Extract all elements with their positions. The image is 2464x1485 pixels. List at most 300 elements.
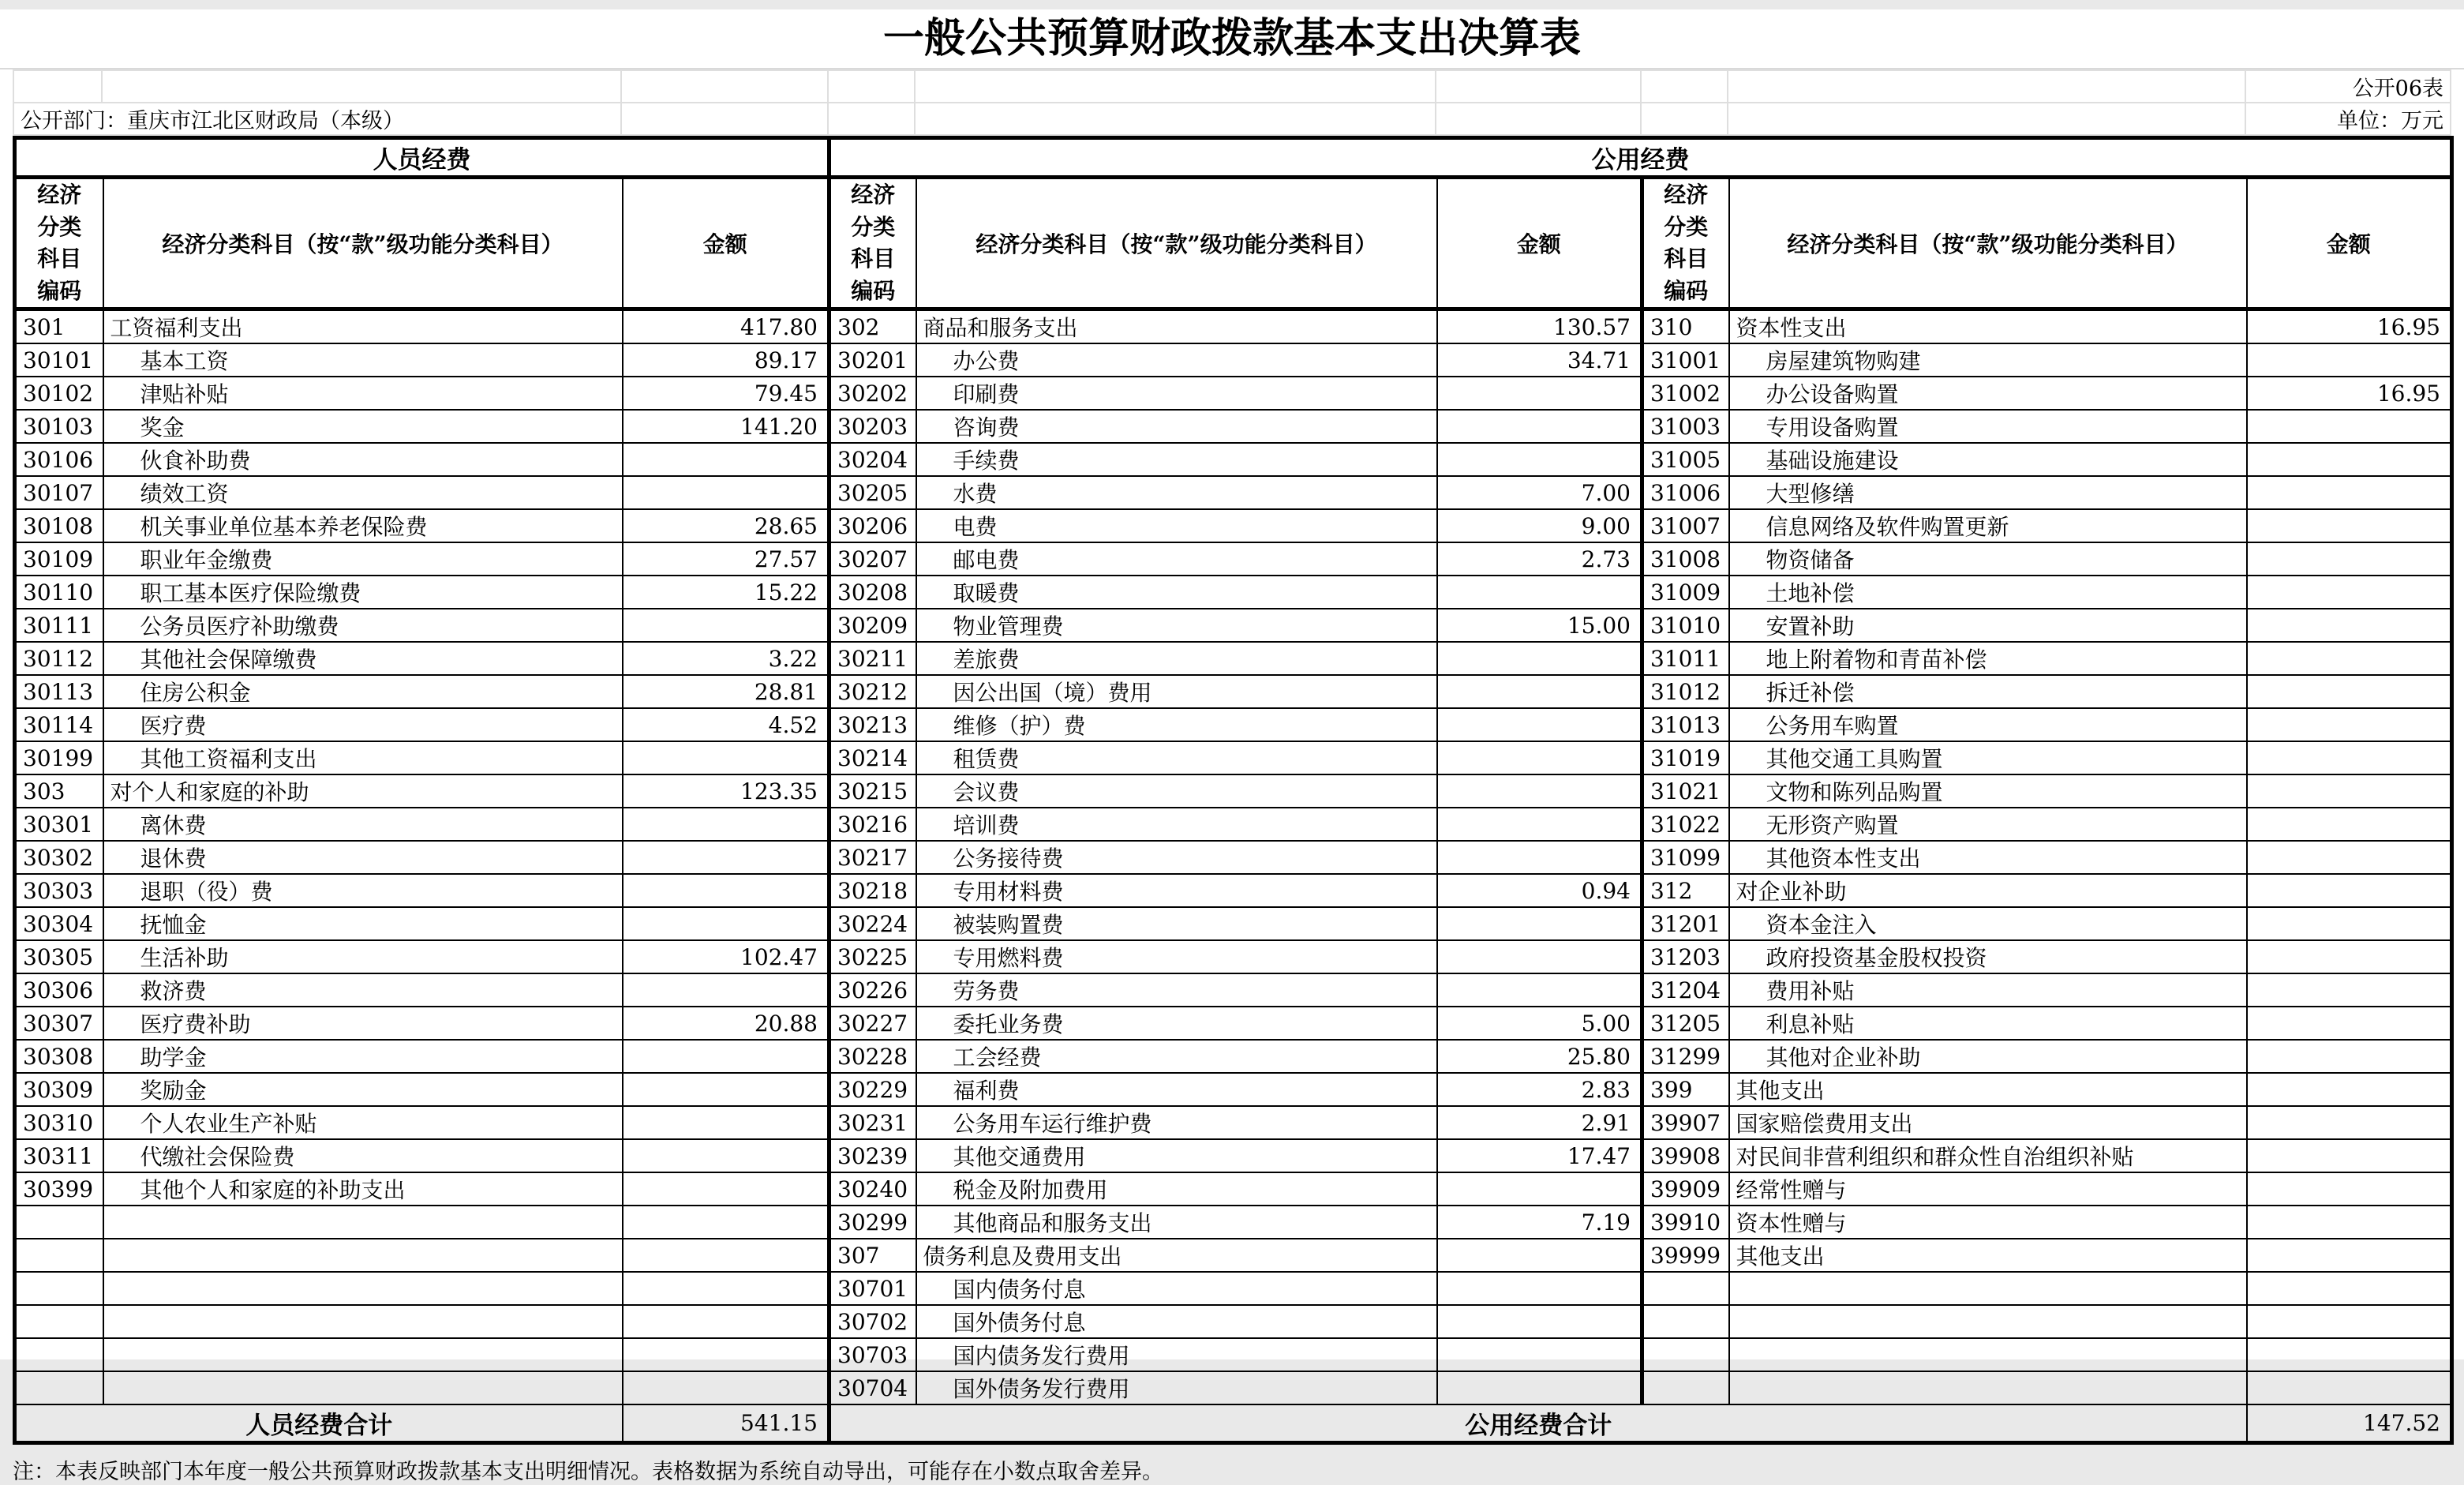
amount-cell: 123.35 — [623, 774, 829, 808]
subject-cell: 其他交通费用 — [916, 1139, 1437, 1172]
amount-cell — [1437, 443, 1642, 476]
spreadsheet-page — [0, 9, 2464, 1485]
code-cell — [15, 1371, 103, 1404]
code-cell: 30303 — [15, 874, 103, 907]
amount-cell — [623, 808, 829, 841]
code-cell: 30103 — [15, 410, 103, 443]
code-cell — [15, 1272, 103, 1305]
amount-cell — [623, 741, 829, 774]
subject-cell: 资本性赠与 — [1729, 1206, 2247, 1239]
code-cell: 30399 — [15, 1172, 103, 1206]
code-cell — [15, 1239, 103, 1272]
subject-cell: 其他社会保障缴费 — [103, 642, 623, 675]
public-total-amount: 147.52 — [2247, 1404, 2452, 1443]
amount-cell — [623, 1139, 829, 1172]
amount-cell — [2247, 841, 2452, 874]
amount-cell — [2247, 1040, 2452, 1073]
amount-cell: 25.80 — [1437, 1040, 1642, 1073]
code-cell: 31001 — [1642, 343, 1729, 377]
amount-cell — [623, 841, 829, 874]
amount-cell — [623, 609, 829, 642]
table-row — [15, 609, 2452, 642]
code-cell: 31019 — [1642, 741, 1729, 774]
subject-cell: 物资储备 — [1729, 542, 2247, 576]
subject-cell: 公务用车购置 — [1729, 708, 2247, 741]
code-cell: 30240 — [829, 1172, 916, 1206]
subject-cell: 国内债务付息 — [916, 1272, 1437, 1305]
amount-cell — [2247, 576, 2452, 609]
code-cell: 30216 — [829, 808, 916, 841]
code-cell: 30212 — [829, 675, 916, 708]
code-cell: 31099 — [1642, 841, 1729, 874]
code-cell: 30203 — [829, 410, 916, 443]
subject-cell: 费用补贴 — [1729, 973, 2247, 1007]
code-cell: 310 — [1642, 309, 1729, 344]
subject-cell: 其他支出 — [1729, 1073, 2247, 1106]
subject-cell: 公务用车运行维护费 — [916, 1106, 1437, 1139]
amount-cell — [2247, 1139, 2452, 1172]
subject-cell: 无形资产购置 — [1729, 808, 2247, 841]
code-cell: 30204 — [829, 443, 916, 476]
amount-cell — [2247, 973, 2452, 1007]
code-cell: 31006 — [1642, 476, 1729, 509]
amount-cell — [2247, 1305, 2452, 1338]
amount-cell — [2247, 642, 2452, 675]
empty-cell — [1728, 70, 2245, 103]
code-cell: 30305 — [15, 940, 103, 973]
table-row — [15, 1239, 2452, 1272]
amount-cell: 2.83 — [1437, 1073, 1642, 1106]
amount-cell: 130.57 — [1437, 309, 1642, 344]
amount-cell: 79.45 — [623, 377, 829, 410]
subject-cell: 工会经费 — [916, 1040, 1437, 1073]
amount-cell — [2247, 907, 2452, 940]
code-cell: 312 — [1642, 874, 1729, 907]
subject-cell: 绩效工资 — [103, 476, 623, 509]
amount-cell: 27.57 — [623, 542, 829, 576]
subject-cell: 个人农业生产补贴 — [103, 1106, 623, 1139]
amount-cell — [1437, 1305, 1642, 1338]
subject-cell: 对民间非营利组织和群众性自治组织补贴 — [1729, 1139, 2247, 1172]
subject-cell: 水费 — [916, 476, 1437, 509]
table-code-label: 公开06表 — [2245, 70, 2451, 103]
amount-cell — [1437, 708, 1642, 741]
amount-cell — [2247, 443, 2452, 476]
code-cell: 30207 — [829, 542, 916, 576]
subject-cell: 离休费 — [103, 808, 623, 841]
empty-cell — [13, 70, 102, 103]
code-cell: 30299 — [829, 1206, 916, 1239]
subject-cell: 信息网络及软件购置更新 — [1729, 509, 2247, 542]
table-row — [15, 841, 2452, 874]
amount-cell: 15.00 — [1437, 609, 1642, 642]
code-cell: 31299 — [1642, 1040, 1729, 1073]
subject-cell — [103, 1305, 623, 1338]
table-row — [15, 675, 2452, 708]
subject-cell: 拆迁补偿 — [1729, 675, 2247, 708]
subject-cell: 国外债务付息 — [916, 1305, 1437, 1338]
code-cell: 30101 — [15, 343, 103, 377]
empty-cell — [1436, 70, 1641, 103]
amount-cell — [623, 1073, 829, 1106]
subject-cell: 资本金注入 — [1729, 907, 2247, 940]
table-row — [15, 1106, 2452, 1139]
section-personnel: 人员经费 — [15, 138, 829, 178]
totals-row — [15, 1404, 2452, 1443]
table-row — [15, 377, 2452, 410]
amount-cell — [2247, 1338, 2452, 1371]
amount-cell: 17.47 — [1437, 1139, 1642, 1172]
col-header-code-1: 经济分类科目编码 — [15, 178, 103, 309]
amount-cell — [623, 973, 829, 1007]
code-cell: 30702 — [829, 1305, 916, 1338]
amount-cell — [623, 1305, 829, 1338]
code-cell: 30214 — [829, 741, 916, 774]
code-cell: 30213 — [829, 708, 916, 741]
amount-cell — [2247, 1007, 2452, 1040]
subject-cell: 对个人和家庭的补助 — [103, 774, 623, 808]
code-cell: 31008 — [1642, 542, 1729, 576]
amount-cell — [623, 1239, 829, 1272]
empty-cell — [1641, 103, 1728, 135]
amount-cell: 2.91 — [1437, 1106, 1642, 1139]
table-row — [15, 1272, 2452, 1305]
subject-cell: 邮电费 — [916, 542, 1437, 576]
code-cell: 31022 — [1642, 808, 1729, 841]
code-cell: 30304 — [15, 907, 103, 940]
code-cell: 30202 — [829, 377, 916, 410]
subject-cell: 医疗费 — [103, 708, 623, 741]
table-row — [15, 940, 2452, 973]
subject-cell — [103, 1338, 623, 1371]
code-cell: 31205 — [1642, 1007, 1729, 1040]
code-cell: 30310 — [15, 1106, 103, 1139]
amount-cell: 28.81 — [623, 675, 829, 708]
amount-cell: 28.65 — [623, 509, 829, 542]
amount-cell — [1437, 741, 1642, 774]
table-row — [15, 708, 2452, 741]
amount-cell — [623, 874, 829, 907]
subject-cell: 代缴社会保险费 — [103, 1139, 623, 1172]
table-row — [15, 410, 2452, 443]
amount-cell — [1437, 774, 1642, 808]
subject-cell: 退职（役）费 — [103, 874, 623, 907]
amount-cell — [2247, 1371, 2452, 1404]
code-cell: 31003 — [1642, 410, 1729, 443]
amount-cell — [2247, 1206, 2452, 1239]
table-row — [15, 874, 2452, 907]
amount-cell — [623, 476, 829, 509]
code-cell: 30308 — [15, 1040, 103, 1073]
subject-cell: 救济费 — [103, 973, 623, 1007]
empty-cell — [621, 70, 828, 103]
amount-cell: 141.20 — [623, 410, 829, 443]
subject-cell: 安置补助 — [1729, 609, 2247, 642]
table-row — [15, 1139, 2452, 1172]
col-header-amount-2: 金额 — [1437, 178, 1642, 309]
amount-cell — [1437, 973, 1642, 1007]
amount-cell — [2247, 808, 2452, 841]
amount-cell — [623, 1106, 829, 1139]
note-text: 注：本表反映部门本年度一般公共预算财政拨款基本支出明细情况。表格数据为系统自动导出，可能存在小数点取舍差异。 — [13, 1460, 1163, 1485]
empty-cell — [915, 103, 1436, 135]
code-cell: 30228 — [829, 1040, 916, 1073]
table-body — [15, 309, 2452, 1405]
subject-cell — [103, 1371, 623, 1404]
subject-cell: 政府投资基金股权投资 — [1729, 940, 2247, 973]
subject-cell: 伙食补助费 — [103, 443, 623, 476]
amount-cell — [2247, 874, 2452, 907]
amount-cell — [623, 1371, 829, 1404]
code-cell: 31009 — [1642, 576, 1729, 609]
code-cell: 30218 — [829, 874, 916, 907]
amount-cell: 417.80 — [623, 309, 829, 344]
table-row — [15, 907, 2452, 940]
code-cell: 30112 — [15, 642, 103, 675]
subject-cell: 手续费 — [916, 443, 1437, 476]
empty-cell — [102, 70, 621, 103]
code-cell — [1642, 1338, 1729, 1371]
subject-cell: 地上附着物和青苗补偿 — [1729, 642, 2247, 675]
code-cell: 30110 — [15, 576, 103, 609]
amount-cell — [1437, 1272, 1642, 1305]
code-cell: 31002 — [1642, 377, 1729, 410]
subject-cell — [1729, 1305, 2247, 1338]
code-cell — [15, 1206, 103, 1239]
subject-cell: 委托业务费 — [916, 1007, 1437, 1040]
subject-cell: 利息补贴 — [1729, 1007, 2247, 1040]
code-cell: 30703 — [829, 1338, 916, 1371]
table-row — [15, 1172, 2452, 1206]
subject-cell: 专用材料费 — [916, 874, 1437, 907]
empty-cell — [915, 70, 1436, 103]
subject-cell — [103, 1206, 623, 1239]
table-row — [15, 1371, 2452, 1404]
code-cell: 30108 — [15, 509, 103, 542]
code-cell — [1642, 1371, 1729, 1404]
code-cell: 30208 — [829, 576, 916, 609]
code-cell: 30215 — [829, 774, 916, 808]
code-cell: 31013 — [1642, 708, 1729, 741]
col-header-amount-1: 金额 — [623, 178, 829, 309]
subject-cell: 办公设备购置 — [1729, 377, 2247, 410]
subject-cell — [1729, 1338, 2247, 1371]
code-cell — [15, 1305, 103, 1338]
amount-cell — [2247, 675, 2452, 708]
code-cell: 302 — [829, 309, 916, 344]
code-cell: 31010 — [1642, 609, 1729, 642]
amount-cell — [1437, 808, 1642, 841]
subject-cell: 土地补偿 — [1729, 576, 2247, 609]
subject-cell: 其他工资福利支出 — [103, 741, 623, 774]
amount-cell — [2247, 476, 2452, 509]
code-cell: 30107 — [15, 476, 103, 509]
code-cell: 30226 — [829, 973, 916, 1007]
col-header-code-3: 经济分类科目编码 — [1642, 178, 1729, 309]
subject-cell: 职业年金缴费 — [103, 542, 623, 576]
amount-cell: 0.94 — [1437, 874, 1642, 907]
subject-cell: 其他商品和服务支出 — [916, 1206, 1437, 1239]
amount-cell — [2247, 1172, 2452, 1206]
empty-cell — [828, 103, 915, 135]
info-row-2 — [13, 103, 2451, 135]
table-row — [15, 576, 2452, 609]
table-row — [15, 1206, 2452, 1239]
code-cell: 30206 — [829, 509, 916, 542]
amount-cell — [623, 1040, 829, 1073]
table-row — [15, 1338, 2452, 1371]
amount-cell: 15.22 — [623, 576, 829, 609]
code-cell: 301 — [15, 309, 103, 344]
table-row — [15, 443, 2452, 476]
table-row — [15, 476, 2452, 509]
code-cell: 30306 — [15, 973, 103, 1007]
table-row — [15, 1305, 2452, 1338]
code-cell: 399 — [1642, 1073, 1729, 1106]
amount-cell — [1437, 1239, 1642, 1272]
info-row-1 — [13, 70, 2451, 103]
table-row — [15, 808, 2452, 841]
subject-cell: 奖金 — [103, 410, 623, 443]
amount-cell — [1437, 1172, 1642, 1206]
subject-cell: 取暖费 — [916, 576, 1437, 609]
amount-cell — [2247, 609, 2452, 642]
code-cell: 30224 — [829, 907, 916, 940]
code-cell: 30239 — [829, 1139, 916, 1172]
code-cell: 30229 — [829, 1073, 916, 1106]
code-cell: 30309 — [15, 1073, 103, 1106]
code-cell: 39910 — [1642, 1206, 1729, 1239]
subject-cell: 其他交通工具购置 — [1729, 741, 2247, 774]
subject-cell: 机关事业单位基本养老保险费 — [103, 509, 623, 542]
subject-cell: 其他资本性支出 — [1729, 841, 2247, 874]
subject-cell: 助学金 — [103, 1040, 623, 1073]
code-cell: 307 — [829, 1239, 916, 1272]
amount-cell: 4.52 — [623, 708, 829, 741]
code-cell: 30113 — [15, 675, 103, 708]
subject-cell: 物业管理费 — [916, 609, 1437, 642]
code-cell: 30102 — [15, 377, 103, 410]
amount-cell — [2247, 940, 2452, 973]
subject-cell: 咨询费 — [916, 410, 1437, 443]
amount-cell: 102.47 — [623, 940, 829, 973]
code-cell: 30205 — [829, 476, 916, 509]
amount-cell — [2247, 1073, 2452, 1106]
empty-cell — [1436, 103, 1641, 135]
amount-cell: 5.00 — [1437, 1007, 1642, 1040]
amount-cell: 3.22 — [623, 642, 829, 675]
code-cell: 39999 — [1642, 1239, 1729, 1272]
amount-cell: 7.00 — [1437, 476, 1642, 509]
code-cell: 30209 — [829, 609, 916, 642]
subject-cell: 生活补助 — [103, 940, 623, 973]
amount-cell — [623, 1206, 829, 1239]
code-cell — [15, 1338, 103, 1371]
amount-cell — [623, 907, 829, 940]
code-cell: 39907 — [1642, 1106, 1729, 1139]
amount-cell — [2247, 542, 2452, 576]
subject-cell: 其他对企业补助 — [1729, 1040, 2247, 1073]
info-table — [13, 69, 2451, 136]
subject-cell: 退休费 — [103, 841, 623, 874]
subject-cell: 公务接待费 — [916, 841, 1437, 874]
subject-cell: 印刷费 — [916, 377, 1437, 410]
subject-cell — [103, 1239, 623, 1272]
col-header-code-2: 经济分类科目编码 — [829, 178, 916, 309]
amount-cell — [2247, 509, 2452, 542]
page-title: 一般公共预算财政拨款基本支出决算表 — [0, 9, 2464, 69]
code-cell: 30701 — [829, 1272, 916, 1305]
amount-cell — [1437, 642, 1642, 675]
subject-cell: 房屋建筑物购建 — [1729, 343, 2247, 377]
code-cell: 31007 — [1642, 509, 1729, 542]
amount-cell — [1437, 410, 1642, 443]
code-cell: 30231 — [829, 1106, 916, 1139]
subject-cell: 经常性赠与 — [1729, 1172, 2247, 1206]
code-cell: 31021 — [1642, 774, 1729, 808]
subject-cell: 基础设施建设 — [1729, 443, 2247, 476]
subject-cell: 抚恤金 — [103, 907, 623, 940]
subject-cell: 税金及附加费用 — [916, 1172, 1437, 1206]
amount-cell — [2247, 1239, 2452, 1272]
subject-cell: 培训费 — [916, 808, 1437, 841]
department-label: 公开部门：重庆市江北区财政局（本级） — [13, 103, 621, 135]
amount-cell — [2247, 741, 2452, 774]
amount-cell — [2247, 1106, 2452, 1139]
amount-cell — [1437, 377, 1642, 410]
subject-cell: 专用燃料费 — [916, 940, 1437, 973]
subject-cell: 办公费 — [916, 343, 1437, 377]
subject-cell: 对企业补助 — [1729, 874, 2247, 907]
section-header-row — [15, 138, 2452, 178]
amount-cell: 16.95 — [2247, 377, 2452, 410]
code-cell: 30106 — [15, 443, 103, 476]
code-cell: 39908 — [1642, 1139, 1729, 1172]
code-cell: 30217 — [829, 841, 916, 874]
amount-cell — [2247, 410, 2452, 443]
amount-cell: 16.95 — [2247, 309, 2452, 344]
table-row — [15, 309, 2452, 344]
subject-cell: 被装购置费 — [916, 907, 1437, 940]
public-total-label: 公用经费合计 — [829, 1404, 2247, 1443]
personnel-total-label: 人员经费合计 — [15, 1404, 623, 1443]
table-row — [15, 1007, 2452, 1040]
table-row — [15, 741, 2452, 774]
subject-cell: 债务利息及费用支出 — [916, 1239, 1437, 1272]
table-row — [15, 774, 2452, 808]
code-cell: 30227 — [829, 1007, 916, 1040]
subject-cell: 福利费 — [916, 1073, 1437, 1106]
subject-cell: 文物和陈列品购置 — [1729, 774, 2247, 808]
code-cell: 30302 — [15, 841, 103, 874]
code-cell: 30704 — [829, 1371, 916, 1404]
amount-cell — [2247, 774, 2452, 808]
code-cell: 30225 — [829, 940, 916, 973]
amount-cell: 2.73 — [1437, 542, 1642, 576]
code-cell: 31203 — [1642, 940, 1729, 973]
amount-cell — [623, 443, 829, 476]
subject-cell — [1729, 1272, 2247, 1305]
subject-cell: 会议费 — [916, 774, 1437, 808]
table-row — [15, 343, 2452, 377]
subject-cell: 津贴补贴 — [103, 377, 623, 410]
amount-cell — [623, 1338, 829, 1371]
subject-cell: 国外债务发行费用 — [916, 1371, 1437, 1404]
budget-table — [13, 136, 2454, 1445]
subject-cell: 资本性支出 — [1729, 309, 2247, 344]
amount-cell — [2247, 708, 2452, 741]
code-cell: 30307 — [15, 1007, 103, 1040]
